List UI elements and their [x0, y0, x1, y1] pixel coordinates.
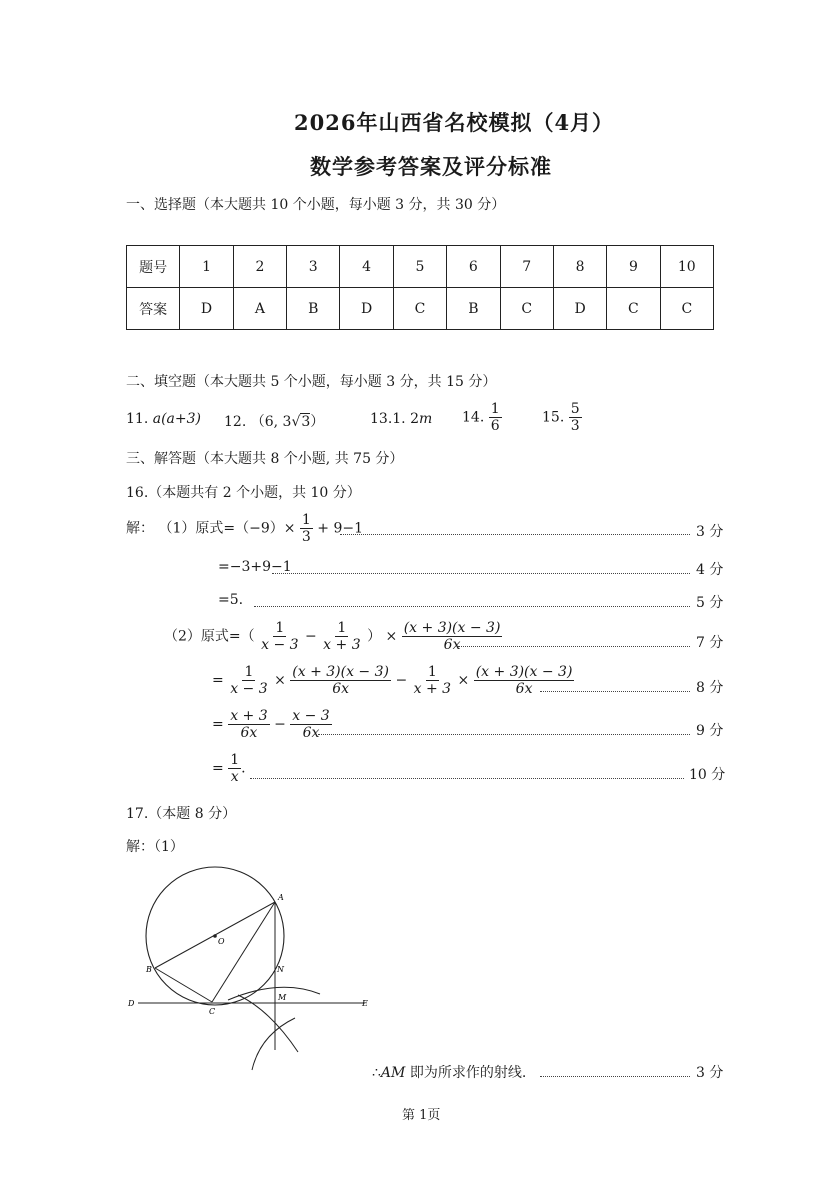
equals-sign: = [212, 760, 224, 777]
denominator: x [230, 769, 239, 786]
label-n: N [277, 965, 284, 974]
times-sign: × [274, 672, 286, 689]
denominator: 6 [490, 418, 500, 435]
page-number: 第 1页 [402, 1108, 441, 1123]
minus-sign: − [304, 628, 317, 645]
q16-part2-line1 [164, 620, 502, 653]
answer-13-value: 1. 2 [392, 411, 419, 427]
answer-table-question-row [127, 246, 714, 288]
title-line-2: 数学参考答案及评分标准 [310, 154, 552, 179]
dotted-leader [540, 1076, 690, 1077]
answer-cell: C [393, 288, 446, 330]
fraction [300, 512, 313, 545]
label-m: M [278, 993, 287, 1002]
jie-label: 解： [126, 520, 154, 537]
label-d: D [128, 999, 135, 1008]
label-e: E [362, 999, 368, 1008]
answer-cell: D [340, 288, 393, 330]
answer-12-number: 12. [224, 414, 247, 430]
dotted-leader [340, 534, 690, 535]
denominator: x + 3 [413, 681, 452, 698]
times-sign: × [457, 672, 470, 689]
answer-13-number: 13. [370, 411, 393, 427]
denominator: x − 3 [230, 681, 268, 698]
ray-name: AM [380, 1065, 406, 1081]
answer-14-fraction [489, 401, 502, 434]
score: 9 分 [696, 723, 724, 739]
numerator: (x + 3)(x − 3) [292, 664, 389, 680]
equals-sign: = [212, 716, 224, 733]
answer-table-answer-row [127, 288, 714, 330]
question-number: 10 [660, 246, 713, 288]
period: . [241, 760, 246, 777]
answer-13-unit: m [418, 411, 433, 427]
fraction [321, 620, 362, 653]
question-number: 7 [500, 246, 553, 288]
answer-cell: C [660, 288, 713, 330]
denominator: 6x [332, 681, 350, 698]
denominator: x − 3 [261, 637, 299, 654]
answer-cell: D [180, 288, 233, 330]
segment-ac [212, 902, 275, 1002]
answer-cell: A [233, 288, 286, 330]
row-label-question: 题号 [127, 246, 180, 288]
label-c: C [209, 1007, 216, 1016]
dotted-leader [250, 778, 684, 779]
answer-15-number: 15. [542, 409, 565, 426]
numerator: 5 [570, 401, 580, 417]
conclusion-text: 即为所求作的射线. [405, 1065, 527, 1081]
numerator: 1 [301, 512, 311, 528]
fraction [228, 752, 241, 785]
answer-cell: B [287, 288, 340, 330]
answer-cell: B [447, 288, 500, 330]
answer-12-post: ） [310, 414, 325, 430]
q16-heading: 16.（本题共有 2 个小题，共 10 分） [126, 485, 361, 501]
answer-11 [126, 411, 201, 427]
q16-part1-line1 [126, 512, 363, 545]
answer-12 [224, 411, 324, 431]
q16-part2-line3 [212, 708, 332, 741]
numerator: (x + 3)(x − 3) [475, 664, 573, 680]
denominator: 6x [240, 725, 258, 742]
therefore-sign: ∴ [372, 1065, 381, 1081]
fraction [412, 664, 453, 697]
q16-part2-label: （2）原式=（ [164, 628, 255, 645]
denominator: 6x [443, 637, 461, 654]
answer-cell: C [607, 288, 660, 330]
question-number: 4 [340, 246, 393, 288]
numerator: 1 [275, 620, 285, 636]
minus-sign: − [274, 716, 286, 733]
title-line-1: 2026年山西省名校模拟（4月） [294, 110, 615, 135]
q16-part1-expr: （1）原式=（−9）× [158, 520, 296, 537]
answer-12-radicand: 3 [301, 414, 311, 430]
answer-11-number: 11. [126, 411, 149, 427]
answer-cell: D [553, 288, 606, 330]
answer-12-pre: （6, 3 [250, 414, 292, 430]
minus-sign: − [395, 672, 408, 689]
denominator: 3 [570, 418, 580, 435]
q16-part2-line4 [212, 752, 246, 785]
question-number: 3 [287, 246, 340, 288]
numerator: 1 [337, 620, 347, 636]
score: 3 分 [696, 1065, 724, 1081]
times-sign: × [385, 628, 398, 645]
numerator: 1 [244, 664, 254, 680]
q16-part1-line3: =5. [218, 592, 244, 608]
answer-15-fraction [569, 401, 582, 434]
fraction [402, 620, 503, 653]
arc-construction-3 [252, 1018, 295, 1070]
arc-construction-1 [228, 987, 320, 1000]
numerator: x − 3 [292, 708, 330, 724]
numerator: 1 [230, 752, 240, 768]
numerator: (x + 3)(x − 3) [403, 620, 501, 636]
score: 4 分 [696, 562, 724, 578]
row-label-answer: 答案 [127, 288, 180, 330]
q16-part1-tail: + 9−1 [317, 520, 364, 537]
denominator: 6x [515, 681, 533, 698]
numerator: 1 [490, 401, 500, 417]
dotted-leader [272, 573, 690, 574]
answer-11-value: a(a+3) [152, 411, 201, 427]
score: 7 分 [696, 635, 724, 651]
fraction [228, 664, 269, 697]
answer-14 [462, 401, 502, 434]
dotted-leader [458, 646, 690, 647]
fraction [259, 620, 300, 653]
section-2-heading: 二、填空题（本大题共 5 个小题，每小题 3 分，共 15 分） [126, 374, 497, 390]
q17-jie: 解：（1） [126, 839, 184, 855]
arc-construction-2 [238, 995, 298, 1052]
dotted-leader [540, 691, 690, 692]
question-number: 6 [447, 246, 500, 288]
geometry-figure [120, 860, 380, 1080]
close-paren: ） [367, 628, 382, 645]
fraction [474, 664, 575, 697]
point-o [213, 934, 217, 938]
label-a: A [278, 893, 284, 902]
score: 3 分 [696, 524, 724, 540]
score: 10 分 [689, 767, 726, 783]
answer-table [126, 245, 714, 330]
equals-sign: = [212, 672, 224, 689]
q17-heading: 17.（本题 8 分） [126, 806, 237, 822]
question-number: 2 [233, 246, 286, 288]
score: 8 分 [696, 680, 724, 696]
numerator: x + 3 [230, 708, 268, 724]
fraction [228, 708, 269, 741]
label-b: B [146, 965, 152, 974]
answer-14-number: 14. [462, 409, 485, 426]
fraction [290, 708, 331, 741]
denominator: 6x [302, 725, 320, 742]
q17-conclusion [372, 1062, 526, 1082]
fraction [290, 664, 391, 697]
q16-part2-line2 [212, 664, 574, 697]
dotted-leader [318, 734, 690, 735]
sqrt-sign: √ [291, 414, 301, 430]
denominator: x + 3 [323, 637, 361, 654]
section-3-heading: 三、解答题（本大题共 8 个小题, 共 75 分） [126, 451, 404, 467]
dotted-leader [254, 606, 690, 607]
question-number: 1 [180, 246, 233, 288]
question-number: 9 [607, 246, 660, 288]
answer-15 [542, 401, 582, 434]
q16-part1-line2: =−3+9−1 [218, 559, 292, 575]
section-1-heading: 一、选择题（本大题共 10 个小题，每小题 3 分，共 30 分） [126, 197, 506, 213]
label-o: O [218, 937, 225, 946]
answer-cell: C [500, 288, 553, 330]
answer-13 [370, 411, 432, 427]
score: 5 分 [696, 595, 724, 611]
denominator: 3 [301, 529, 311, 546]
question-number: 5 [393, 246, 446, 288]
question-number: 8 [553, 246, 606, 288]
numerator: 1 [427, 664, 437, 680]
